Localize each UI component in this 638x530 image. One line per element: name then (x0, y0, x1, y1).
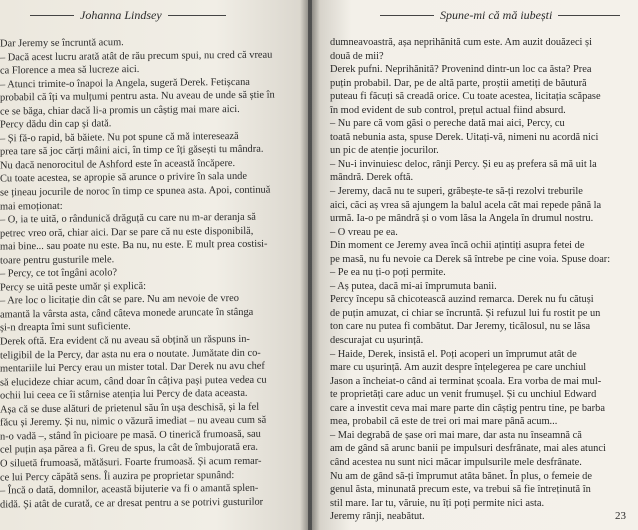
text-line: de puțin amuzat, ci chiar se încruntă. Și refuzul lui fu rostit pe un (330, 307, 601, 319)
text-line: – Aș putea, dacă mi-ai împrumuta banii. (330, 280, 497, 292)
text-line: Percy începu să chicotească auzind remarca. Derek nu fu cătuși (330, 294, 594, 306)
header-rule (380, 15, 434, 16)
text-line: Jason a încheiat-o când ai terminat școala. Era vorba de mai mul- (330, 375, 602, 387)
text-line: pe masă, nu fu nevoie ca Derek să întrebe pe cine voia. Spuse doar: (330, 253, 611, 265)
text-line: – Atunci trimite-o înapoi la Angela, sugeră Derek. Fetișcana (0, 76, 250, 91)
text-line: – Pe ea nu ți-o poți permite. (330, 267, 446, 279)
text-line: – Nu-i invinuiesc deloc, rânji Percy. Și eu aș prefera să mă uit la (330, 158, 597, 170)
text-line: – Mai degrabă de șase ori mai mare, dar asta nu înseamnă că (330, 429, 582, 441)
text-line: mândră. Derek oftă. (330, 172, 414, 184)
text-line: dumneavoastră, așa neprihănită cum este. Am auzit douăzeci și (330, 37, 592, 48)
text-line: făcu și Jeremy. Și nu, nimic o văzură imediat – nu aveau cum să (0, 414, 267, 429)
text-line: – Și fă-o rapid, bă băiete. Nu pot spune că mă interesează (0, 130, 239, 145)
text-line: – Dacă acest lucru arată atât de rău precum spui, nu cred că vreau (0, 49, 273, 63)
text-line: ce lui Percy căpătă sens. Îi auzira pe proprietar spunând: (0, 469, 235, 483)
text-line: Nu dacă nenorocitul de Ashford este în această încăpere. (0, 157, 236, 172)
text-line: didă. Și atât de curată, ce ar dresat pentru a se potrivi gusturilor (0, 496, 264, 511)
text-line: – Încă o dată, domnilor, această bijuterie va fi o amantă splen- (0, 482, 259, 497)
text-line: și-n dreapta îmi sunt suficiente. (0, 321, 131, 334)
text-line: ochii lui ceea ce îi stârnise atenția lui Percy de data aceasta. (0, 388, 248, 402)
text-line: am de gând să arunc banii pe impulsuri desfrânate, mai ales atunci (330, 443, 606, 455)
header-rule (558, 15, 620, 16)
text-line: – Jeremy, dacă nu te superi, grăbește-te să-ți rezolvi treburile (330, 186, 583, 198)
text-line: mentariile lui Percy erau un mister total. Dar Derek nu avu chef (0, 360, 265, 375)
right-page (312, 0, 638, 530)
text-line: Derek pufni. Neprihănită? Provenind dintr-un loc ca ăsta? Prea (330, 64, 592, 76)
text-line: probabil că îți va mulțumi pentru asta. Nu aveau de unde să știe în (0, 89, 275, 104)
text-line: mai emoționat: (0, 200, 63, 213)
text-line: amantă la vârsta asta, când câteva monede aruncate în stânga (0, 306, 254, 321)
page-number: 23 (615, 510, 626, 522)
text-line: toare pentru gusturile mele. (0, 253, 115, 267)
text-line: să elucideze chiar acum, când doar în câțiva pași putea vedea cu (0, 374, 267, 389)
text-line: Cu toate acestea, se apropie să arunce o privire în sala unde (0, 171, 247, 185)
text-line: – Nu pare că vom găsi o pereche dată mai aici, Percy, cu (330, 118, 565, 130)
text-line: te proprietăți care aduc un venit frumușel. Și cu unchiul Edward (330, 389, 597, 401)
text-line: Dar Jeremy se încruntă acum. (0, 37, 124, 50)
text-line: mai bine... sau poate nu este. Ba nu, nu este. E mult prea costisi- (0, 238, 268, 253)
text-line: Percy dădu din cap și dată. (0, 118, 112, 131)
text-line: stil mare. Iar tu, văruie, nu îți poți permite nici asta. (330, 497, 545, 509)
text-line: – Are loc o licitație din cât se pare. Nu am nevoie de vreo (0, 293, 239, 307)
text-line: puteau fi făcuți să creadă orice. Cu toate acestea, licitația scăpase (330, 91, 601, 103)
text-line: ce se băga, chiar dacă li-a promis un câștig mai mare aici. (0, 103, 240, 118)
text-line: un pic de atenție jocurilor. (330, 145, 439, 157)
text-line: descurajat cu ușurință. (330, 335, 424, 347)
right-page-text (330, 36, 610, 524)
text-line: genul ăsta, minunată precum este, va trebui să fie întreținută în (330, 484, 591, 496)
text-line: petrec vreo oră, chiar aici. Dar se pare că nu este disponibilă, (0, 225, 254, 240)
text-line: mare cu ușurință. Am auzit despre înțelegerea pe care unchiul (330, 362, 587, 374)
text-line: Așa că se duse alături de prietenul său în ușa deschisă, și la fel (0, 401, 260, 416)
text-line: Din moment ce Jeremy avea încă ochii ațintiți asupra fetei de (330, 240, 585, 252)
text-line: Derek oftă. Era evident că nu aveau să obțină un răspuns in- (0, 333, 250, 348)
left-page-text (0, 35, 275, 512)
left-running-header (30, 8, 226, 23)
text-line: Nu am de gând să-ți împrumut atâta bănet. În plus, o femeie de (330, 470, 592, 482)
book-title: Spune-mi că mă iubești (440, 8, 553, 22)
text-line: care a investit ceva mai mare parte din câștig pentru tine, pe barba (330, 402, 605, 414)
text-line: mea, probabil că este de trei ori mai mare până acum... (330, 416, 558, 428)
header-rule (30, 15, 74, 16)
text-line: în mod evident de sub control, prețul actual fiind absurd. (330, 104, 566, 116)
text-line: urmă. Ia-o pe mândră și o vom lăsa la Angela în drumul nostru. (330, 213, 594, 225)
text-line: două de mii? (330, 50, 384, 62)
right-running-header (380, 8, 620, 23)
text-line: Percy se uită peste umăr și explică: (0, 280, 146, 294)
text-line: Jeremy rânji, neabătut. (330, 511, 425, 523)
text-line: cel puțin așa părea a fi. Greu de spus, la cât de îmbujorată era. (0, 442, 258, 456)
text-line: – Percy, ce tot îngâni acolo? (0, 267, 118, 280)
text-line: când acestea nu sunt nici măcar impulsurile mele desfrânate. (330, 456, 582, 468)
text-line: ton care nu putea fi combătut. Dar Jeremy, ticălosul, nu se lăsa (330, 321, 591, 333)
text-line: – O, ia te uită, o rândunică drăguță cu care nu m-ar deranja să (0, 211, 256, 226)
text-line: ca Florence a mea să lucreze aici. (0, 64, 140, 77)
text-line: – O vreau pe ea. (330, 226, 398, 238)
left-page (0, 0, 308, 530)
text-line: prea tare să joc cărți mâini aici, în timp ce îți găsești tu mândra. (0, 144, 264, 158)
text-line: n-o vadă –, stând în picioare pe masă. O tinerică frumoasă, sau (0, 428, 261, 443)
text-line: – Haide, Derek, insistă el. Poți acoperi un împrumut atât de (330, 348, 577, 360)
book-gutter (300, 0, 320, 530)
text-line: aici, căci aș vrea să ajungem la balul acela căt mai repede până la (330, 199, 602, 211)
text-line: teligibil de la Percy, dar asta nu era o noutate. Jumătate din co- (0, 347, 261, 362)
author-name: Johanna Lindsey (80, 8, 162, 22)
text-line: toată nebunia asta, spuse Derek. Uitați-vă, nimeni nu acordă nici (330, 131, 599, 143)
text-line: puțin probabil. Dar, pe de altă parte, proștii ametiți de băutură (330, 77, 587, 89)
header-rule (168, 15, 226, 16)
text-line: O siluetă frumoasă, mătăsuri. Foarte frumoasă. Și acum remar- (0, 455, 262, 470)
text-line: se țineau jocurile de noroc în timp ce spunea asta. Apoi, continuă (0, 184, 271, 199)
